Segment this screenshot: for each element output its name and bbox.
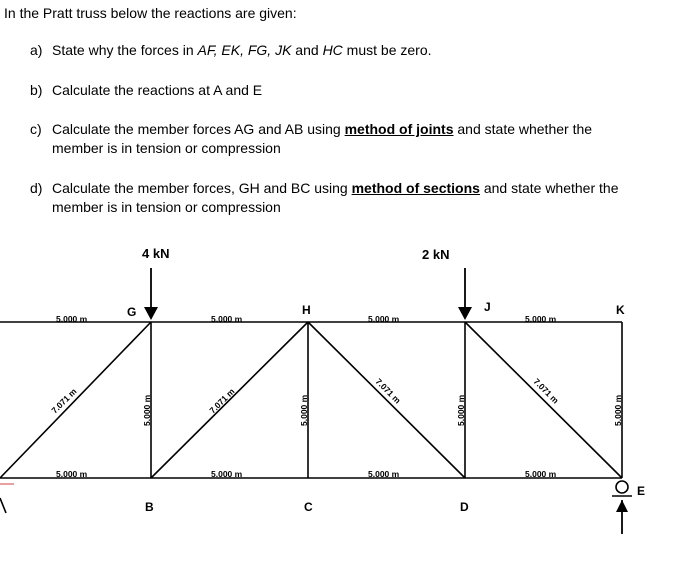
question-text: must be zero. <box>342 42 432 58</box>
roller-support-icon <box>612 481 632 534</box>
question-c <box>30 120 622 158</box>
question-label: a) <box>30 42 43 58</box>
truss-members <box>0 322 622 478</box>
question-text: and state whether the member is in tension or compression <box>52 121 593 156</box>
dim-vertical-3: 5.000 m <box>456 394 466 426</box>
node-label-j: J <box>484 300 491 314</box>
load-label-g: 4 kN <box>142 246 170 261</box>
node-label-e: E <box>637 484 646 498</box>
node-label-k: K <box>616 303 625 317</box>
member-list: AF, EK, FG, JK <box>197 42 292 58</box>
arrow-down-icon <box>144 307 158 320</box>
node-label-b: B <box>145 500 154 514</box>
node-label-h: H <box>302 303 311 317</box>
dim-diagonal-2: 7.071 m <box>207 386 237 416</box>
question-text: Calculate the reactions at A and E <box>52 82 263 98</box>
dim-diagonal-4: 7.071 m <box>531 376 561 406</box>
dim-diagonal-3: 7.071 m <box>373 376 403 406</box>
dim-vertical-1: 5.000 m <box>142 394 152 426</box>
dim-bottom-3: 5.000 m <box>368 469 400 479</box>
question-text: and state whether the member is in tension or compression <box>52 180 619 215</box>
dim-bottom-2: 5.000 m <box>211 469 243 479</box>
method-emphasis: method of joints <box>344 121 454 137</box>
truss-diagram <box>0 230 685 576</box>
question-label: d) <box>30 180 43 196</box>
node-label-d: D <box>460 500 469 514</box>
member-ag <box>0 322 151 478</box>
left-support-icon <box>0 498 6 513</box>
node-label-c: C <box>304 500 313 514</box>
intro-text: In the Pratt truss below the reactions are given: <box>4 5 297 21</box>
member-name: HC <box>322 42 343 58</box>
question-label: b) <box>30 82 43 98</box>
dim-vertical-4: 5.000 m <box>613 394 623 426</box>
method-emphasis: method of sections <box>351 180 480 196</box>
node-label-g: G <box>127 305 137 319</box>
member-je <box>465 322 622 478</box>
question-a <box>30 41 622 60</box>
question-d <box>30 179 622 217</box>
question-text: Calculate the member forces AG and AB using <box>52 121 345 137</box>
dim-top-1: 5.000 m <box>56 314 88 324</box>
question-text: State why the forces in <box>52 42 198 58</box>
dim-top-2: 5.000 m <box>211 314 243 324</box>
question-text: and <box>291 42 323 58</box>
dim-top-4: 5.000 m <box>525 314 557 324</box>
question-b <box>30 81 622 100</box>
question-text: Calculate the member forces, GH and BC using <box>52 180 352 196</box>
dim-diagonal-1: 7.071 m <box>49 386 79 416</box>
load-label-j: 2 kN <box>422 247 450 262</box>
dim-bottom-4: 5.000 m <box>525 469 557 479</box>
dim-bottom-1: 5.000 m <box>56 469 88 479</box>
member-hd <box>308 322 465 478</box>
dim-top-3: 5.000 m <box>368 314 400 324</box>
arrow-down-icon <box>458 307 472 320</box>
question-label: c) <box>30 121 42 137</box>
dim-vertical-2: 5.000 m <box>299 394 309 426</box>
